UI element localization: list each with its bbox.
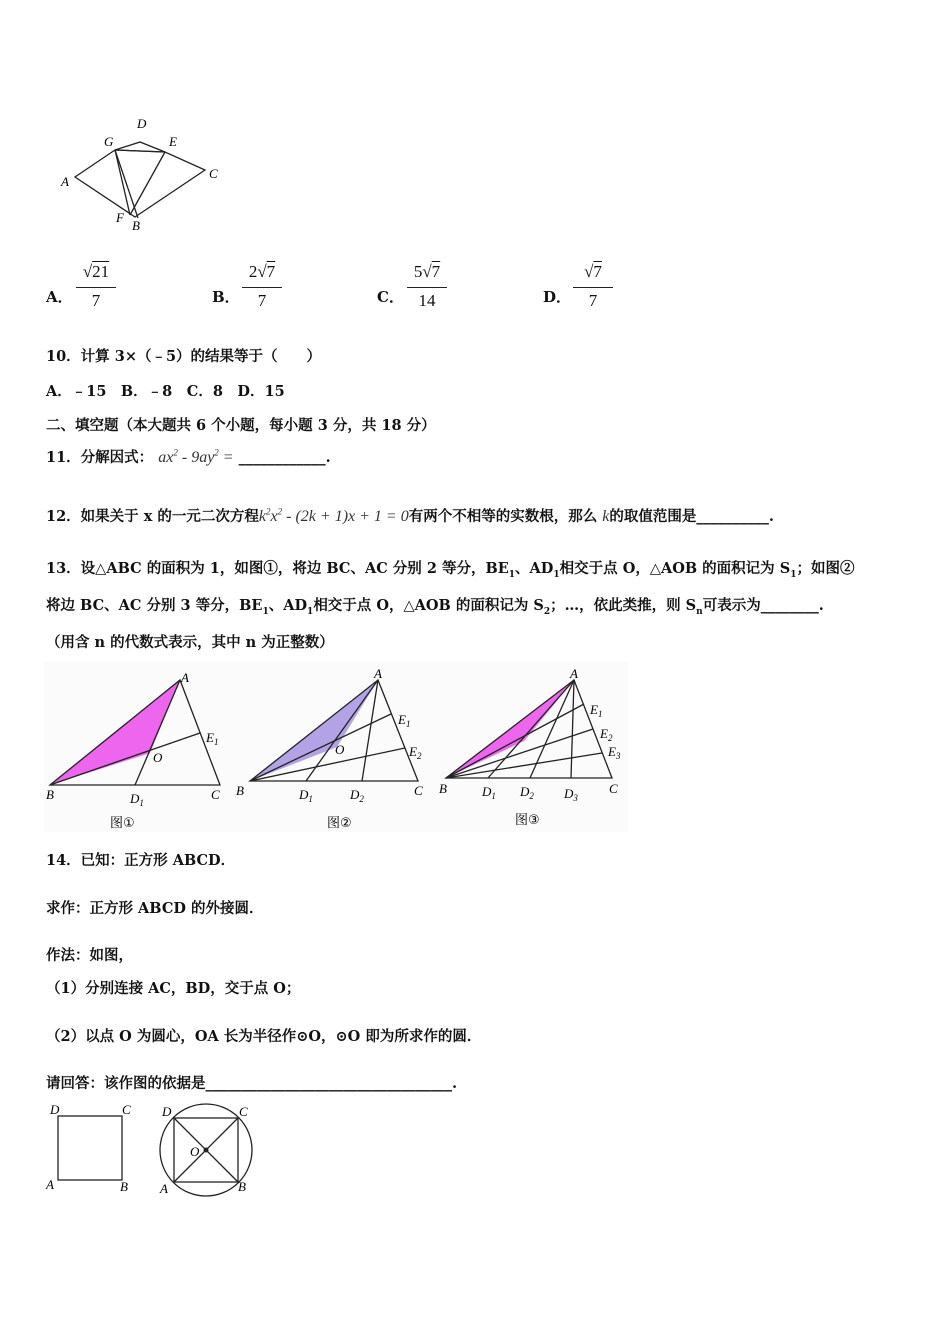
q10-stem: 10．计算 3×（﹣5）的结果等于（ ） xyxy=(46,348,322,365)
svg-text:D1: $D_1$ xyxy=(130,791,144,808)
svg-text:D2: $D_2$ xyxy=(350,787,364,804)
option-label: C． xyxy=(377,288,404,306)
option-label: B． xyxy=(212,288,240,306)
numerator: 21 xyxy=(92,262,110,281)
q14-line5: （2）以点 O 为圆心，OA 长为半径作⊙O，⊙O 即为所求作的圆． xyxy=(46,1028,482,1045)
svg-text:C: C xyxy=(414,783,423,798)
svg-text:E3: $E_3$ xyxy=(608,744,621,761)
q14-figures xyxy=(42,1100,262,1200)
svg-text:A: A xyxy=(160,1181,168,1196)
svg-text:B: B xyxy=(120,1179,128,1194)
figure-1 xyxy=(46,670,220,831)
label-E: E xyxy=(169,134,177,149)
figure-3 xyxy=(439,666,621,828)
q13-blank[interactable]: ________ xyxy=(760,597,819,614)
q13-line2: 将边 BC、AC 分别 3 等分，$BE_1$、$AD_1$相交于点 O，△AOB 的面积记为 $S_2$；…，依此类推，则 $S_n$可表示为________. xyxy=(46,597,824,617)
denominator: 14 xyxy=(418,291,436,310)
q13-line3: （用含 n 的代数式表示，其中 n 为正整数） xyxy=(46,634,334,651)
svg-text:D3: $D_3$ xyxy=(564,786,578,803)
section2-heading: 二、填空题（本大题共 6 个小题，每小题 3 分，共 18 分） xyxy=(46,417,436,434)
q12: 12．如果关于 x 的一元二次方程$k^2x^2 - (2k + 1)x + 1 = 0$有两个不相等的实数根，那么 k的取值范围是__________. xyxy=(46,506,774,525)
q13-line1: 13．设△ABC 的面积为 1，如图①，将边 BC、AC 分别 2 等分，$BE_1$、$AD_1$相交于点 O，△AOB 的面积记为 $S_1$；如图② xyxy=(46,560,855,580)
svg-text:E2: $E_2$ xyxy=(600,726,613,743)
denominator: 7 xyxy=(91,291,101,310)
caption-2: 图② xyxy=(327,816,352,831)
svg-text:B: B xyxy=(439,781,447,796)
q11-expression: $ax^2 - 9ay^2$ = xyxy=(158,447,234,466)
svg-text:D1: $D_1$ xyxy=(482,784,496,801)
label-D: D xyxy=(137,116,147,131)
q14-line1: 14．已知：正方形 ABCD． xyxy=(46,852,236,869)
svg-text:O: O xyxy=(335,742,345,757)
caption-3: 图③ xyxy=(515,813,540,828)
svg-text:C: C xyxy=(211,787,220,802)
q10-options: A．﹣15 B．﹣8 C．8 D．15 xyxy=(46,383,285,400)
svg-text:D: D xyxy=(162,1104,172,1119)
q9-figure xyxy=(55,112,235,237)
q14-line4: （1）分别连接 AC，BD，交于点 O； xyxy=(46,980,301,997)
svg-text:O: O xyxy=(153,750,163,765)
svg-text:C: C xyxy=(609,781,618,796)
svg-text:A: A xyxy=(46,1177,54,1192)
q14-line3: 作法：如图， xyxy=(46,947,133,964)
q14-blank[interactable]: __________________________________ xyxy=(205,1075,452,1092)
label-A: A xyxy=(61,174,69,189)
figure-2 xyxy=(236,666,423,831)
numerator: 7 xyxy=(593,262,602,281)
svg-text:D: D xyxy=(50,1102,60,1117)
svg-text:A: A xyxy=(570,666,578,681)
q14-line6: 请回答：该作图的依据是__________________________________. xyxy=(46,1075,458,1092)
svg-text:E1: $E_1$ xyxy=(206,730,219,747)
label-G: G xyxy=(104,134,114,149)
label-F: F xyxy=(116,210,124,225)
svg-text:D2: $D_2$ xyxy=(520,784,534,801)
option-label: A． xyxy=(46,288,73,306)
svg-text:E1: $E_1$ xyxy=(398,712,411,729)
denominator: 7 xyxy=(257,291,267,310)
svg-text:D1: $D_1$ xyxy=(299,787,313,804)
svg-text:A: A xyxy=(181,670,189,685)
option-label: D． xyxy=(543,288,572,306)
svg-text:C: C xyxy=(239,1104,248,1119)
svg-text:C: C xyxy=(122,1102,131,1117)
q14-line2: 求作：正方形 ABCD 的外接圆． xyxy=(46,900,264,917)
numerator: 7 xyxy=(431,262,441,281)
svg-text:A: A xyxy=(374,666,382,681)
q11: 11．分解因式： $ax^2 - 9ay^2$ = ____________. xyxy=(46,447,331,466)
svg-text:O: O xyxy=(190,1144,200,1159)
label-C: C xyxy=(209,166,218,181)
caption-1: 图① xyxy=(110,816,135,831)
svg-text:B: B xyxy=(238,1179,246,1194)
square-figure xyxy=(45,1102,131,1194)
numerator: 7 xyxy=(266,262,276,281)
svg-text:B: B xyxy=(236,783,244,798)
q12-blank[interactable]: __________ xyxy=(696,508,769,525)
q12-equation: $k^2x^2 - (2k + 1)x + 1 = 0$ xyxy=(258,506,409,525)
svg-text:E1: $E_1$ xyxy=(590,702,603,719)
q13-figures xyxy=(44,662,628,832)
svg-text:E2: $E_2$ xyxy=(409,744,422,761)
svg-text:B: B xyxy=(46,787,54,802)
denominator: 7 xyxy=(588,291,598,310)
label-B: B xyxy=(132,218,140,233)
q11-blank[interactable]: ____________ xyxy=(238,449,326,466)
